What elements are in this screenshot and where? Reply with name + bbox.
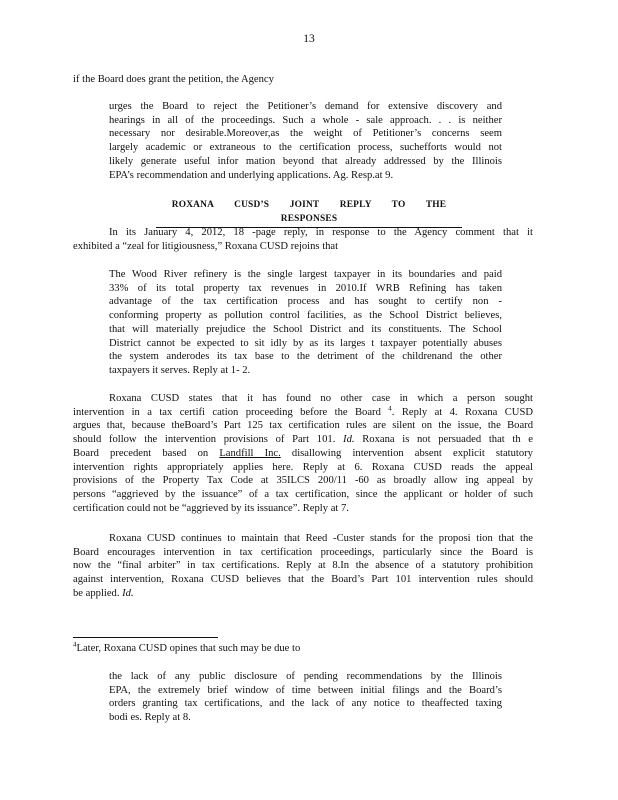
paragraph-text: should follow the intervention provisions of Part 101. xyxy=(73,434,336,446)
paragraph-line: argues that, because theBoard’s Part 125 tax certification rules are silent on the issue, the Board xyxy=(73,420,533,432)
quote-line: advantage of the tax certification process and has sought to certify non - xyxy=(109,296,502,308)
footnote-text: Later, Roxana CUSD opines that such may be due to xyxy=(76,643,301,654)
paragraph-line: Roxana CUSD continues to maintain that Reed -Custer stands for the proposi tion that the xyxy=(109,533,533,544)
paragraph-line: provisions of the Property Tax Code at 35ILCS 200/11 -60 as broadly allow ing appeal by xyxy=(73,475,533,487)
paragraph-line: now the “final arbiter” in tax certifications. Reply at 8.In the absence of a statutory prohibition xyxy=(73,560,533,572)
block-quote-school-district xyxy=(109,268,502,378)
paragraph-line xyxy=(73,447,533,461)
paragraph-line xyxy=(73,433,533,447)
paragraph-text: Roxana is not persuaded that th e xyxy=(362,434,533,446)
paragraph-line xyxy=(73,406,533,420)
paragraph-intervention xyxy=(73,392,533,515)
block-quote-agency xyxy=(109,100,502,182)
quote-line: The Wood River refinery is the single largest taxpayer in its boundaries and paid xyxy=(109,269,502,280)
quote-line: necessary nor desirable.Moreover,as the weight of Petitioner’s concerns seem xyxy=(109,128,502,140)
paragraph-line: Board encourages intervention in tax certification proceedings, particularly since the Board is xyxy=(73,546,533,558)
footnote-quote xyxy=(109,670,502,725)
paragraph-line: against intervention, Roxana CUSD believes that the Board’s Part 101 intervention rules should xyxy=(73,574,533,586)
paragraph-line: intervention rights appropriately applies here. Reply at 6. Roxana CUSD reads the appeal xyxy=(73,461,533,473)
paragraph-text: disallowing intervention absent explicit statutory xyxy=(291,447,533,459)
paragraph-reply xyxy=(73,226,533,253)
page-number: 13 xyxy=(303,33,315,45)
paragraph-line: persons “aggrieved by the issuance” of a tax certification, since the applicant or holder of such xyxy=(73,488,533,500)
footnote xyxy=(73,642,533,656)
quote-line: that will materially prejudice the School District and its constituents. The School xyxy=(109,323,502,335)
lead-line: if the Board does grant the petition, the Agency xyxy=(73,74,274,85)
paragraph-line xyxy=(73,587,533,601)
paragraph-text: be applied. xyxy=(73,587,120,599)
paragraph-line: Roxana CUSD states that it has found no other case in which a person sought xyxy=(109,393,533,404)
paragraph-text: intervention in a tax certifi cation proceeding before the Board xyxy=(73,406,381,418)
paragraph-line: certification could not be “aggrieved by its issuance”. Reply at 7. xyxy=(73,502,349,514)
footnote-quote-line: orders granting tax certifications, and the lack of any notice to theaffected taxing xyxy=(109,698,502,710)
quote-line: hearings in all of the proceedings. Such a whole - sale approach. . . is neither xyxy=(109,114,502,126)
quote-line: largely academic or extraneous to the certification process, suchefforts would not xyxy=(109,142,502,154)
section-heading: ROXANA CUSD’S JOINT REPLY TO THE RESPONSES xyxy=(156,199,462,228)
quote-line: the system anderodes its tax base to the detriment of the childrenand the other xyxy=(109,351,502,363)
citation-id: Id. xyxy=(122,587,134,599)
footnote-quote-line: bodi es. Reply at 8. xyxy=(109,712,191,724)
footnote-quote-line: the lack of any public disclosure of pending recommendations by the Illinois xyxy=(109,671,502,682)
paragraph-reed-custer xyxy=(73,532,533,601)
paragraph-text: . Reply at 4. Roxana CUSD xyxy=(391,406,533,418)
footnote-reference[interactable]: 4 xyxy=(388,405,392,413)
citation-id: Id. xyxy=(343,434,355,446)
quote-line: conforming property as pollution control facilities, as the School District believes, xyxy=(109,310,502,322)
quote-line: likely generate useful infor mation beyond that already addressed by the Illinois xyxy=(109,155,502,167)
case-citation: Landfill Inc. xyxy=(219,447,281,459)
footnote-lead xyxy=(73,642,533,656)
quote-line: taxpayers it serves. Reply at 1- 2. xyxy=(109,364,251,376)
footnote-quote-line: EPA, the extremely brief window of time between initial filings and the Board’s xyxy=(109,684,502,696)
quote-line: EPA’s recommendation and underlying applications. Ag. Resp.at 9. xyxy=(109,169,394,181)
quote-line: District cannot be expected to sit idly by as its larges t taxpayer potentially abuses xyxy=(109,337,502,349)
footnote-separator xyxy=(73,637,218,638)
paragraph-text: Board precedent based on xyxy=(73,447,209,459)
footnote-mark: 4 xyxy=(73,642,77,649)
quote-line: 33% of its total property tax revenues in 2010.If WRB Refining has taken xyxy=(109,282,502,294)
quote-line: urges the Board to reject the Petitioner’s demand for extensive discovery and xyxy=(109,101,502,112)
paragraph-line: In its January 4, 2012, 18 -page reply, in response to the Agency comment that it xyxy=(109,227,533,238)
paragraph-line: exhibited a “zeal for litigiousness,” Roxana CUSD rejoins that xyxy=(73,240,339,252)
